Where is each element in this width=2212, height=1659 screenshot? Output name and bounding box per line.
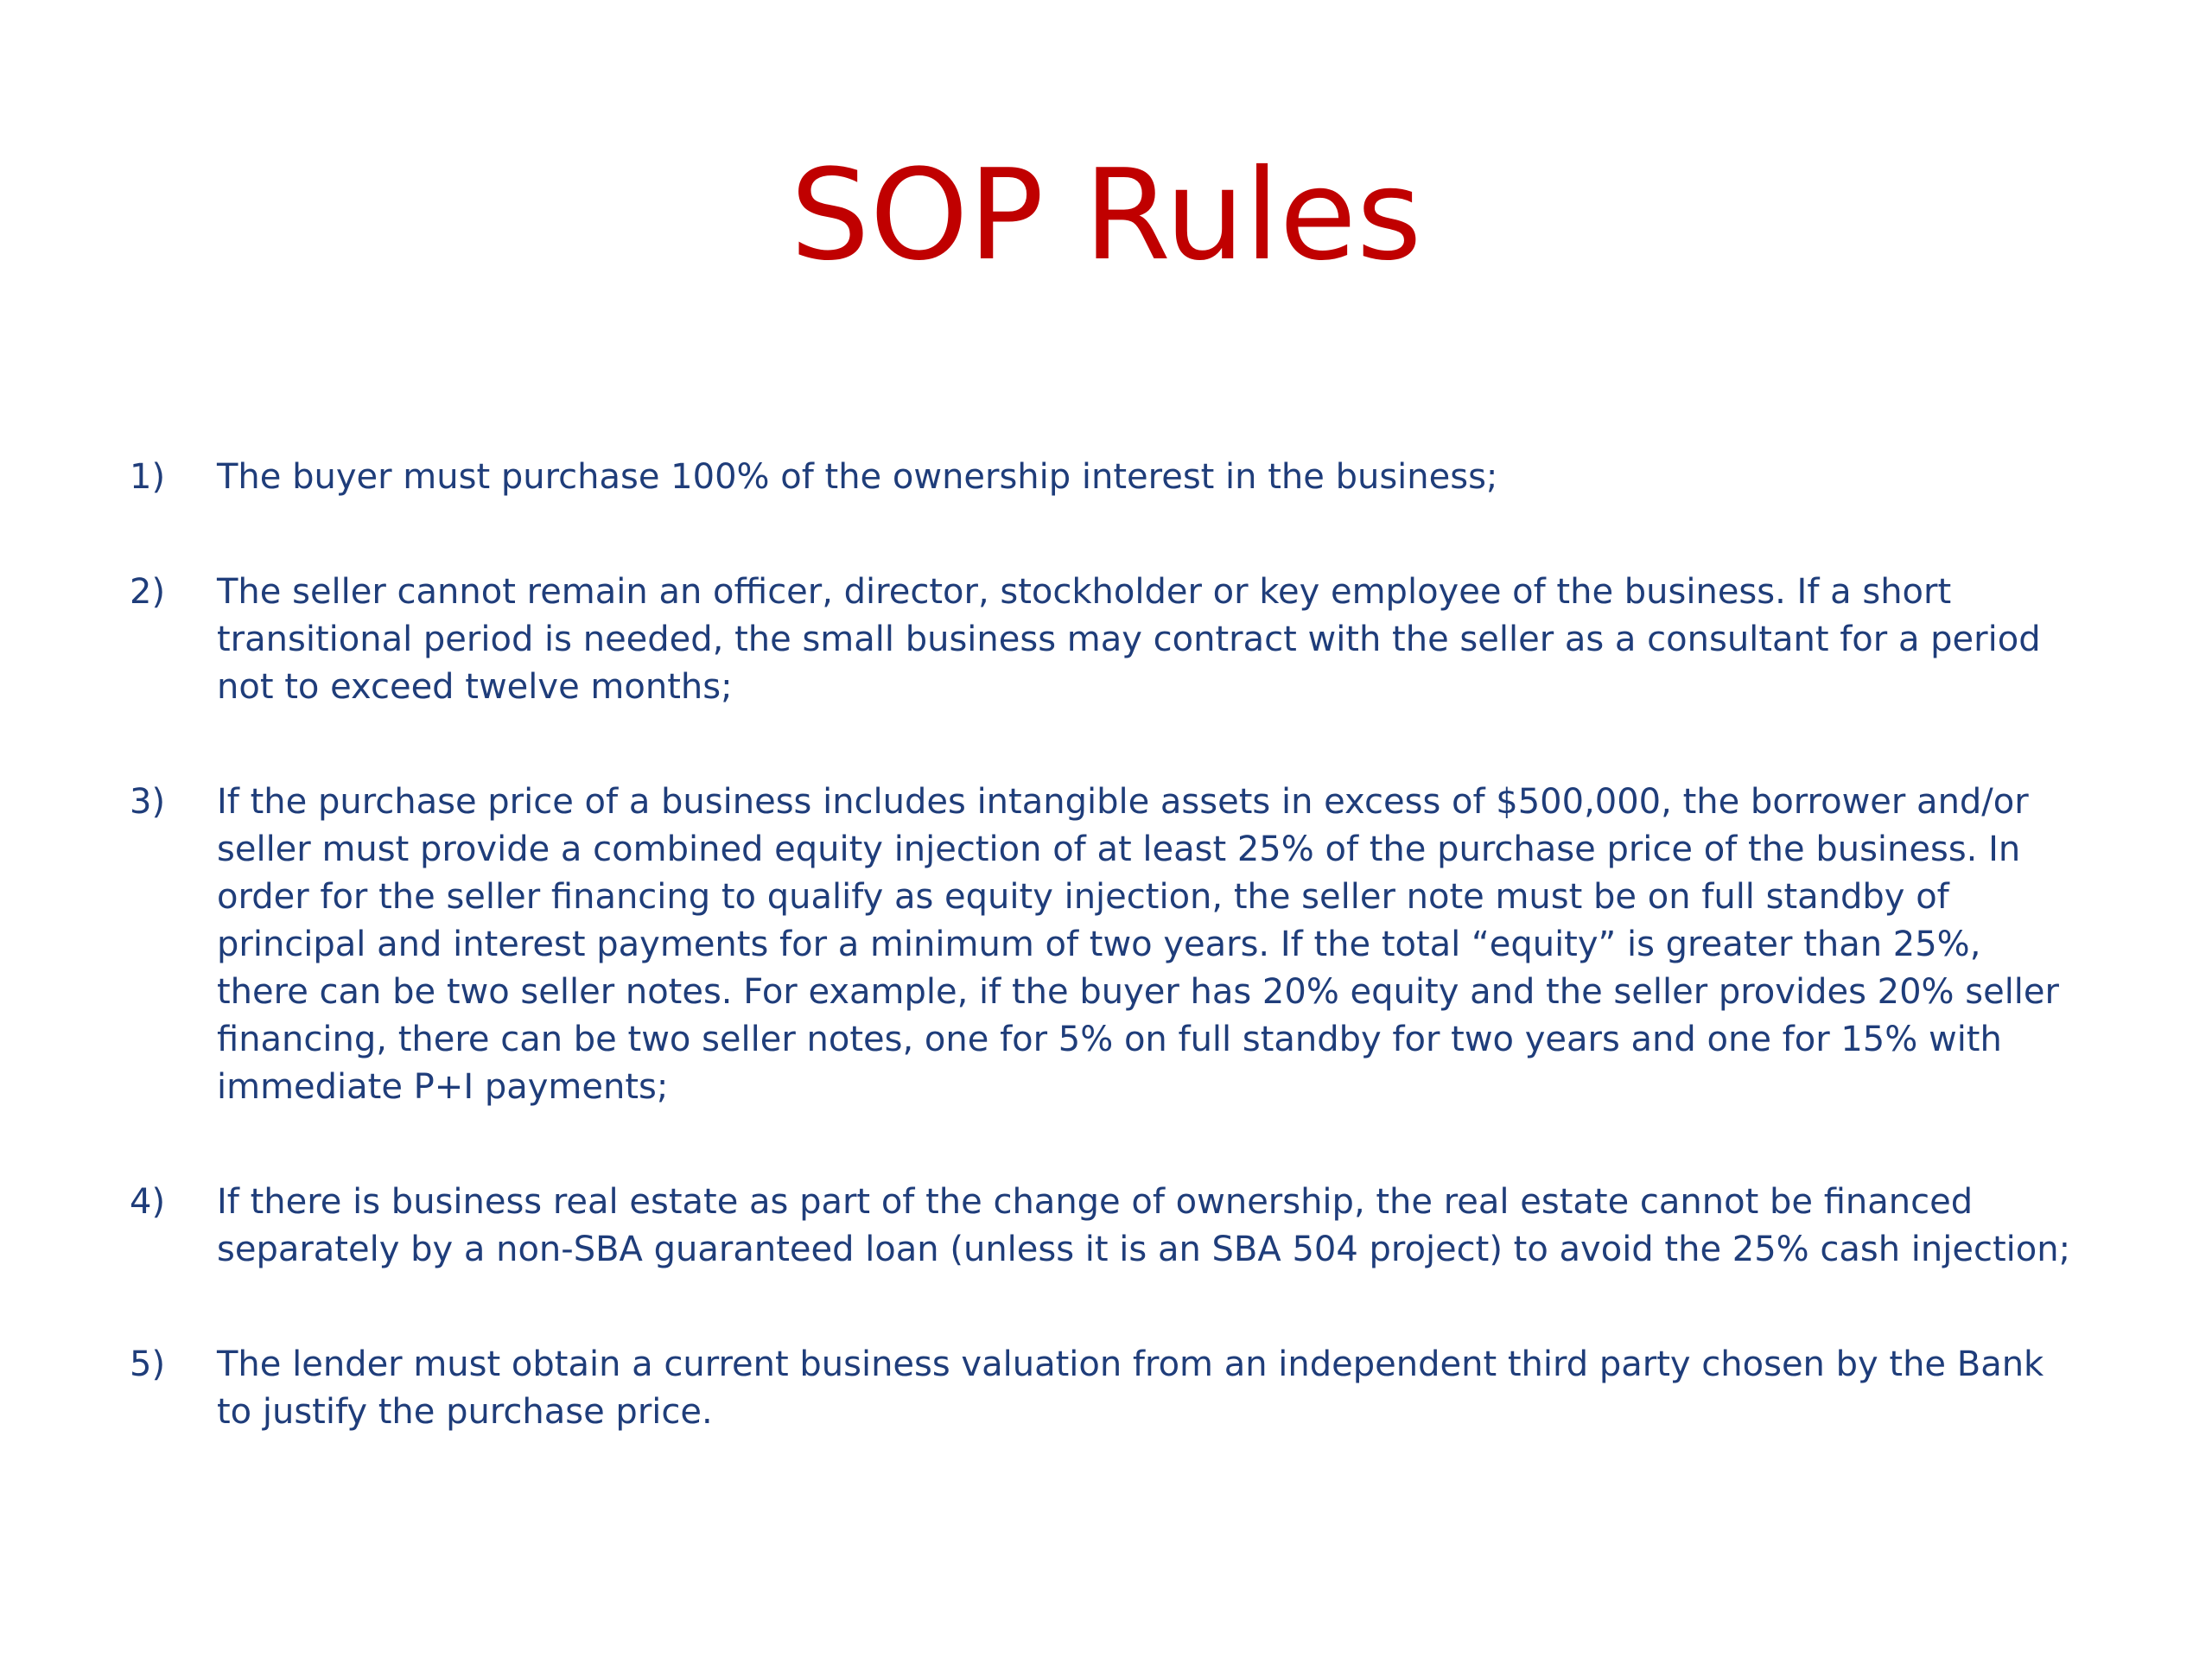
rule-item <box>130 1341 2117 1436</box>
rule-number: 3) <box>130 782 166 822</box>
rule-number: 4) <box>130 1182 166 1222</box>
rule-text: The lender must obtain a current business valuation from an independent third party chosen by the Bank to justify the purchase price. <box>217 1344 2044 1432</box>
rule-text: The seller cannot remain an officer, director, stockholder or key employee of the business. If a short transitional period is needed, the small business may contract with the seller as a consultant for a period not to exceed twelve months; <box>217 572 2041 707</box>
rule-text: If there is business real estate as part of the change of ownership, the real estate cannot be financed separately by a non-SBA guaranteed loan (unless it is an SBA 504 project) to avoid the 25% cash injection; <box>217 1182 2071 1269</box>
rule-item <box>130 569 2117 711</box>
rule-item <box>130 1179 2117 1274</box>
rule-item <box>130 779 2117 1111</box>
rule-item <box>130 454 2117 501</box>
rule-number: 5) <box>130 1344 166 1384</box>
rule-number: 2) <box>130 572 166 612</box>
slide-title: SOP Rules <box>790 143 1422 289</box>
rule-number: 1) <box>130 457 166 497</box>
rules-list <box>130 454 2117 1503</box>
rule-text: The buyer must purchase 100% of the ownership interest in the business; <box>217 457 1498 497</box>
rule-text: If the purchase price of a business includes intangible assets in excess of $500,000, the borrower and/or seller must provide a combined equity injection of at least 25% of the purchase price of the business. In order for the seller financing to qualify as equity injection, the seller note must be on full standby of principal and interest payments for a minimum of two years. If the total “equity” is greater than 25%, there can be two seller notes. For example, if the buyer has 20% equity and the seller provides 20% seller financing, there can be two seller notes, one for 5% on full standby for two years and one for 15% with immediate P+I payments; <box>217 782 2059 1107</box>
